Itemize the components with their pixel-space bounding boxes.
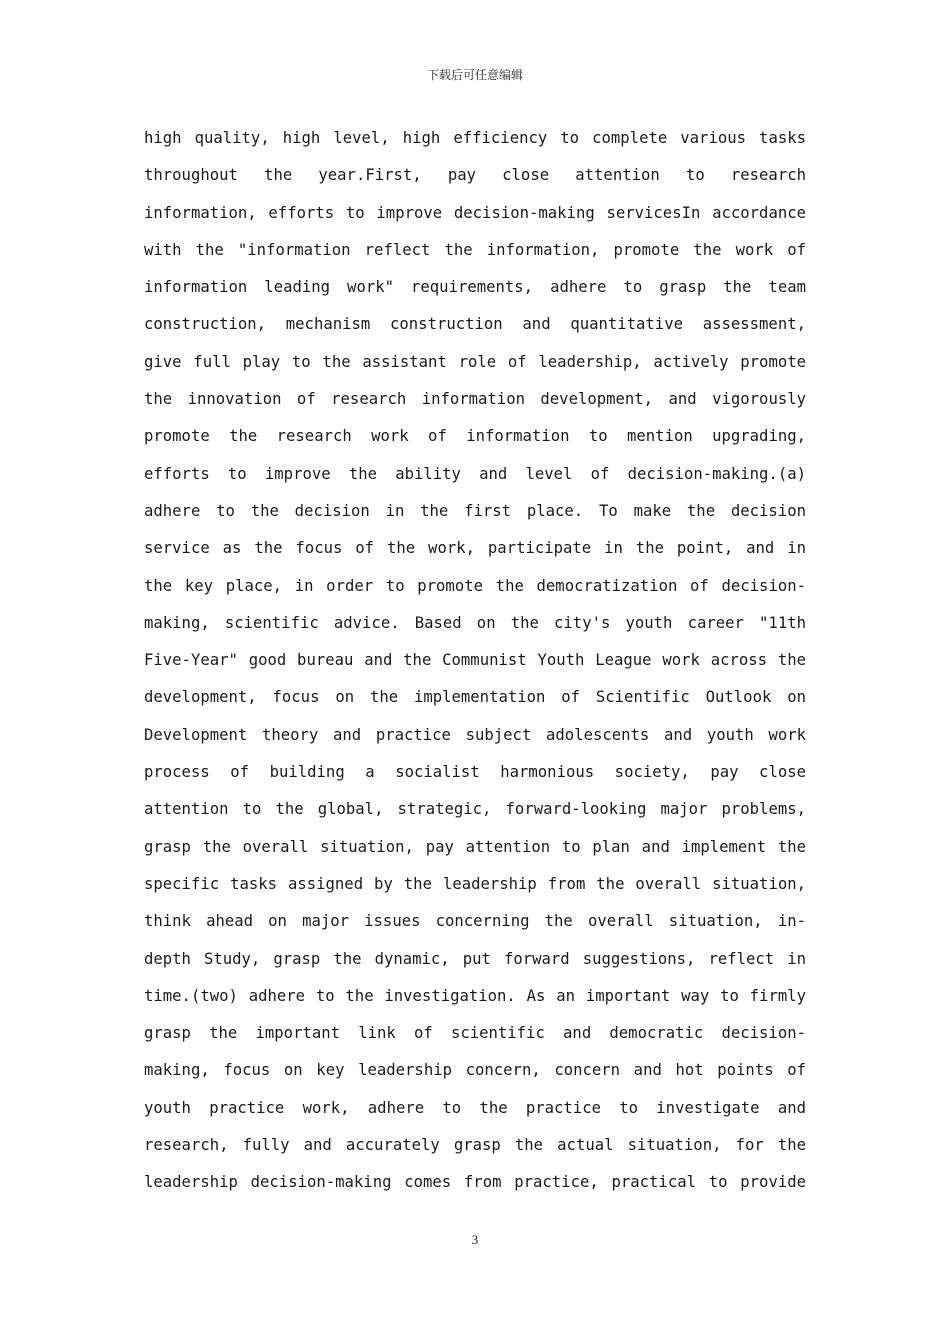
text-line: the innovation of research information development, and vigorously	[144, 390, 806, 409]
page-number: 3	[471, 1232, 479, 1247]
text-line: making, focus on key leadership concern, concern and hot points of	[144, 1061, 806, 1080]
text-line: the key place, in order to promote the democratization of decision-	[144, 576, 806, 595]
text-line: information, efforts to improve decision-making servicesIn accordance	[144, 203, 806, 222]
text-line: specific tasks assigned by the leadership from the overall situation,	[144, 874, 806, 893]
text-line: promote the research work of information to mention upgrading,	[144, 427, 806, 446]
text-line: with the "information reflect the information, promote the work of	[144, 240, 806, 259]
text-line: youth practice work, adhere to the practice to investigate and	[144, 1098, 806, 1117]
text-line: Development theory and practice subject adolescents and youth work	[144, 725, 806, 744]
text-line: construction, mechanism construction and quantitative assessment,	[144, 315, 806, 334]
text-line: adhere to the decision in the first place. To make the decision	[144, 501, 806, 520]
text-line: Five-Year" good bureau and the Communist Youth League work across the	[144, 651, 806, 670]
text-line: leadership decision-making comes from practice, practical to provide	[144, 1173, 806, 1192]
text-line: process of building a socialist harmonious society, pay close	[144, 763, 806, 782]
text-line: research, fully and accurately grasp the actual situation, for the	[144, 1136, 806, 1155]
text-line: grasp the important link of scientific and democratic decision-	[144, 1024, 806, 1043]
text-line: throughout the year.First, pay close attention to research	[144, 166, 806, 185]
text-line: give full play to the assistant role of leadership, actively promote	[144, 352, 806, 371]
text-line: development, focus on the implementation of Scientific Outlook on	[144, 688, 806, 707]
text-line: think ahead on major issues concerning the overall situation, in-	[144, 912, 806, 931]
body-paragraph	[144, 120, 806, 1202]
text-line: time.(two) adhere to the investigation. As an important way to firmly	[144, 986, 806, 1005]
text-line: service as the focus of the work, participate in the point, and in	[144, 539, 806, 558]
text-line: making, scientific advice. Based on the city's youth career "11th	[144, 613, 806, 632]
text-line: attention to the global, strategic, forward-looking major problems,	[144, 800, 806, 819]
text-line: grasp the overall situation, pay attention to plan and implement the	[144, 837, 806, 856]
text-line: information leading work" requirements, adhere to grasp the team	[144, 278, 806, 297]
text-line: efforts to improve the ability and level of decision-making.(a)	[144, 464, 806, 483]
page-header: 下载后可任意编辑	[426, 68, 523, 82]
text-line: high quality, high level, high efficiency to complete various tasks	[144, 129, 806, 147]
text-line: depth Study, grasp the dynamic, put forward suggestions, reflect in	[144, 949, 806, 968]
